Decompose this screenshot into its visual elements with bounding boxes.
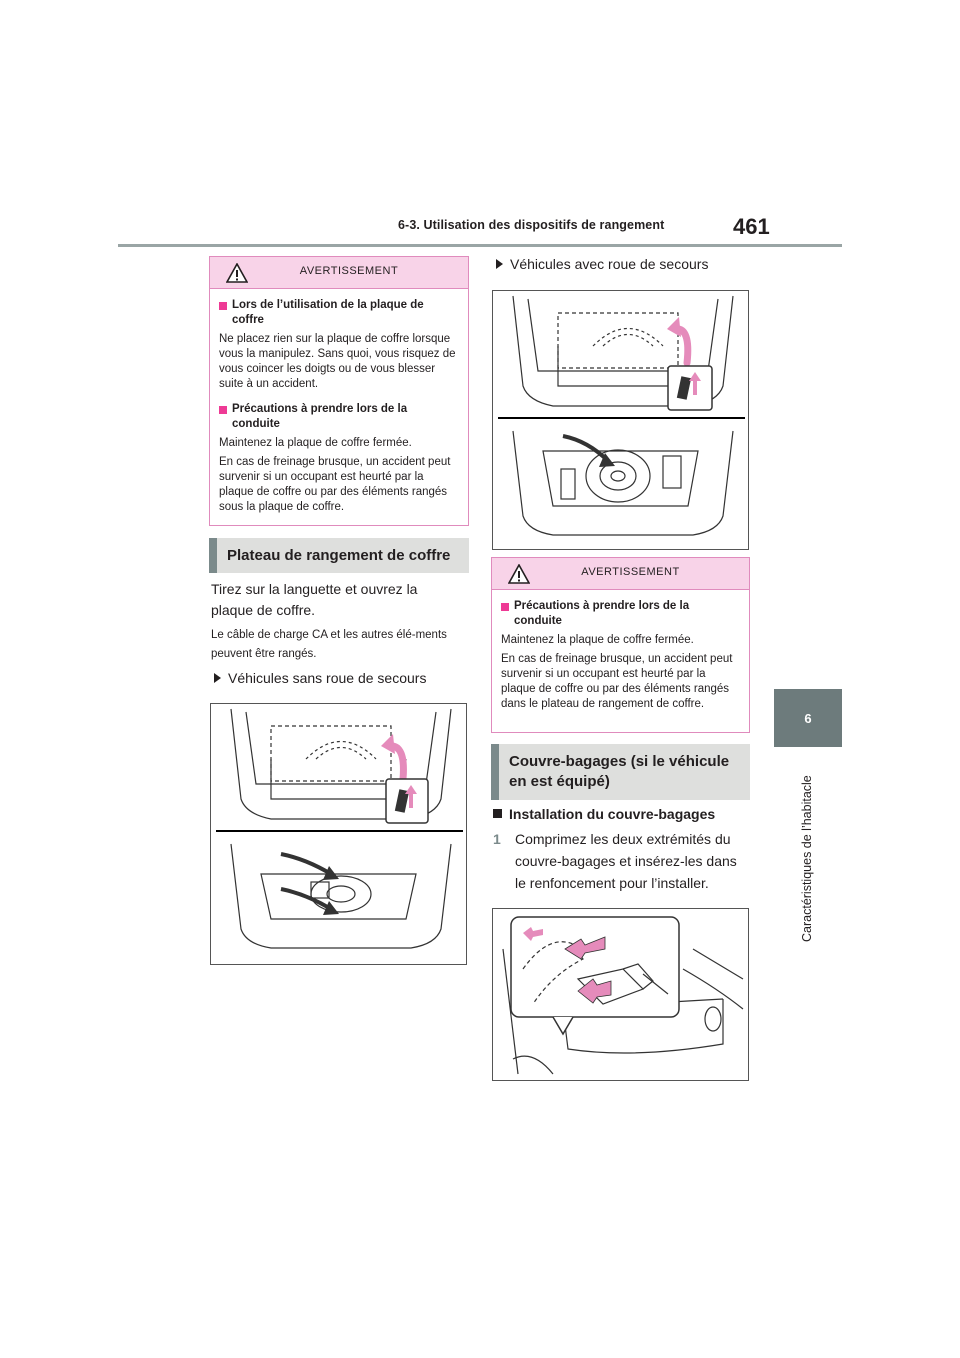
warning-subtitle: Lors de l’utilisation de la plaque de coffre <box>219 298 458 328</box>
warning-paragraph: En cas de freinage brusque, un accident peut survenir si un occupant est heurté par la plaque de coffre ou par des éléments rangés dans le plateau de rangement de coffre. <box>501 653 733 710</box>
trunk-illustration <box>493 291 749 550</box>
step-1 <box>493 828 748 894</box>
chapter-title: Caractéristiques de l’habitacle <box>800 775 814 942</box>
warning-box-tray-plate <box>209 256 469 526</box>
cargo-cover-illustration <box>493 909 749 1081</box>
header-divider <box>118 244 842 247</box>
warning-paragraph: Maintenez la plaque de coffre fermée. <box>219 437 412 449</box>
warning-title: AVERTISSEMENT <box>299 265 399 277</box>
warning-header <box>492 558 749 590</box>
section-heading-storage-tray: Plateau de rangement de coffre <box>209 538 469 573</box>
warning-paragraph: En cas de freinage brusque, un accident peut survenir si un occupant est heurté par la plaque de coffre ou par des éléments rangés sous la plaque de coffre. <box>219 456 451 513</box>
warning-paragraph: Ne placez rien sur la plaque de coffre lorsque vous la manipulez. Sans quoi, vous risquez de vous coincer les doigts ou de vous blesser suite à un accident. <box>219 333 456 390</box>
page-number: 461 <box>733 214 770 239</box>
variant-with-spare: Véhicules avec roue de secours <box>494 254 749 274</box>
step-text: Comprimez les deux extrémités du couvre-bagages et insérez-les dans le renfoncement pour l’installer. <box>515 831 737 891</box>
warning-header <box>210 257 468 289</box>
subheading-install-cover: Installation du couvre-bagages <box>493 806 748 822</box>
step-number: 1 <box>493 831 501 847</box>
warning-subtitle: Précautions à prendre lors de la conduite <box>501 599 739 629</box>
figure-trunk-without-spare <box>210 703 467 965</box>
warning-block <box>219 298 458 392</box>
warning-title: AVERTISSEMENT <box>581 566 680 578</box>
section-heading-cargo-cover: Couvre-bagages (si le véhicule en est équipé) <box>491 744 750 800</box>
variant-without-spare: Véhicules sans roue de secours <box>212 668 467 688</box>
chapter-tab <box>774 689 842 747</box>
warning-paragraph: Maintenez la plaque de coffre fermée. <box>501 634 694 646</box>
warning-block <box>219 402 458 515</box>
warning-box-driving <box>491 557 750 733</box>
chapter-label <box>800 752 816 942</box>
figure-trunk-with-spare <box>492 290 749 550</box>
warning-block <box>501 599 739 712</box>
warning-subtitle: Précautions à prendre lors de la conduite <box>219 402 458 432</box>
note-text: Le câble de charge CA et les autres élé-ments peuvent être rangés. <box>211 629 447 660</box>
section-title: 6-3. Utilisation des dispositifs de rangement <box>398 218 665 232</box>
figure-cargo-cover-install <box>492 908 749 1081</box>
chapter-number: 6 <box>804 710 812 726</box>
trunk-illustration <box>211 704 467 965</box>
instruction-text: Tirez sur la languette et ouvrez la plaque de coffre. <box>211 581 418 618</box>
